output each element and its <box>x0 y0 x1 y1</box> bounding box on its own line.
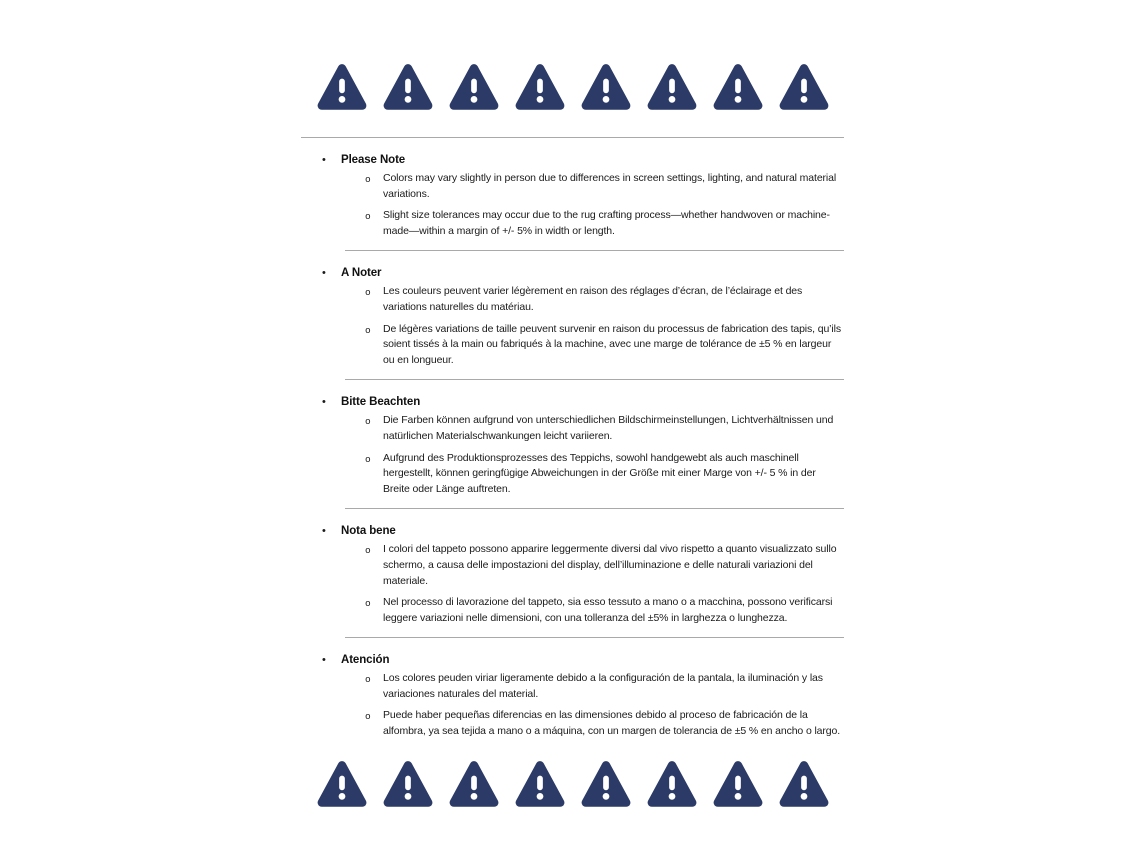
warning-icons-bottom-row <box>301 757 844 813</box>
section-heading-row <box>301 524 844 539</box>
note-item <box>301 208 844 239</box>
document-content <box>301 0 844 813</box>
warning-triangle-icon <box>778 758 830 812</box>
warning-triangle-icon <box>316 61 368 115</box>
sub-bullet-marker: o <box>365 211 371 223</box>
section-divider <box>345 508 844 509</box>
note-text: Les couleurs peuvent varier légèrement en raison des réglages d’écran, de l’éclairage et des variations naturelles du matériau. <box>383 285 803 313</box>
bullet-marker: • <box>322 525 326 538</box>
warning-triangle-icon <box>778 61 830 115</box>
sub-bullet-marker: o <box>365 674 371 686</box>
note-section-german <box>301 393 844 497</box>
note-text: Slight size tolerances may occur due to the rug crafting process—whether handwoven or machine-made—within a margin of +/- 5% in width or length. <box>383 209 830 237</box>
section-heading: Please Note <box>341 154 406 166</box>
note-item <box>301 322 844 369</box>
bullet-marker: • <box>322 396 326 409</box>
bullet-marker: • <box>322 267 326 280</box>
note-item <box>301 171 844 202</box>
bullet-marker: • <box>322 154 326 166</box>
sub-bullet-marker: o <box>365 545 371 557</box>
warning-triangle-icon <box>646 758 698 812</box>
note-section-spanish <box>301 651 844 739</box>
warning-triangle-icon <box>382 758 434 812</box>
bullet-marker: • <box>322 654 326 667</box>
sub-bullet-marker: o <box>365 598 371 610</box>
section-heading-row <box>301 266 844 281</box>
section-heading: Nota bene <box>341 525 396 538</box>
note-item <box>301 413 844 444</box>
note-item <box>301 671 844 702</box>
section-heading-row <box>301 395 844 410</box>
section-divider <box>345 250 844 251</box>
note-item <box>301 595 844 626</box>
note-text: I colori del tappeto possono apparire leggermente diversi dal vivo rispetto a quanto visualizzato sullo schermo, a causa delle impostazioni del display, dell’illuminazione e delle naturali variazioni del materiale. <box>383 543 837 587</box>
top-divider <box>301 137 844 138</box>
note-text: Nel processo di lavorazione del tappeto, sia esso tessuto a mano o a macchina, possono verificarsi leggere variazioni nelle dimensioni, con una tolleranza del ±5% in larghezza o lunghezza. <box>383 596 833 624</box>
warning-triangle-icon <box>712 61 764 115</box>
sub-bullet-marker: o <box>365 324 371 336</box>
warning-triangle-icon <box>646 61 698 115</box>
note-section-english <box>301 151 844 239</box>
note-item <box>301 451 844 498</box>
section-heading-row <box>301 653 844 668</box>
note-item <box>301 708 844 739</box>
section-heading-row <box>301 153 844 168</box>
warning-icons-top-row <box>301 60 844 116</box>
note-section-french <box>301 264 844 368</box>
note-item <box>301 542 844 589</box>
note-text: Die Farben können aufgrund von unterschiedlichen Bildschirmeinstellungen, Lichtverhältnissen und natürlichen Materialschwankungen leicht variieren. <box>383 414 834 442</box>
warning-triangle-icon <box>514 61 566 115</box>
warning-triangle-icon <box>382 61 434 115</box>
warning-triangle-icon <box>514 758 566 812</box>
sub-bullet-marker: o <box>365 416 371 428</box>
warning-triangle-icon <box>448 758 500 812</box>
warning-triangle-icon <box>580 758 632 812</box>
section-heading: Bitte Beachten <box>341 396 421 409</box>
note-item <box>301 284 844 315</box>
warning-triangle-icon <box>712 758 764 812</box>
note-text: Puede haber pequeñas diferencias en las dimensiones debido al proceso de fabricación de la alfombra, ya sea tejida a mano o a máquina, con un margen de tolerancia de ±5 % en ancho o largo. <box>383 709 840 738</box>
sub-bullet-marker: o <box>365 287 371 299</box>
section-divider <box>345 379 844 380</box>
warning-triangle-icon <box>316 758 368 812</box>
note-text: De légères variations de taille peuvent survenir en raison du processus de fabrication des tapis, qu’ils soient tissés à la main ou fabriqués à la machine, avec une marge de tolérance de ±5 % en largeur ou en longueur. <box>383 322 841 366</box>
note-text: Aufgrund des Produktionsprozesses des Teppichs, sowohl handgewebt als auch maschinell hergestellt, können geringfügige Abweichungen in der Größe mit einer Marge von +/- 5 % in der Breite oder Länge auftreten. <box>383 451 816 495</box>
note-text: Colors may vary slightly in person due to differences in screen settings, lighting, and natural material variations. <box>383 172 837 200</box>
note-text: Los colores peuden viriar ligeramente debido a la configuración de la pantala, la iluminación y las variaciones naturales del material. <box>383 672 823 700</box>
warning-triangle-icon <box>580 61 632 115</box>
note-section-italian <box>301 522 844 626</box>
sub-bullet-marker: o <box>365 711 371 723</box>
section-heading: A Noter <box>341 267 382 280</box>
sub-bullet-marker: o <box>365 453 371 465</box>
sub-bullet-marker: o <box>365 174 371 185</box>
warning-triangle-icon <box>448 61 500 115</box>
section-heading: Atención <box>341 654 390 667</box>
section-divider <box>345 637 844 638</box>
